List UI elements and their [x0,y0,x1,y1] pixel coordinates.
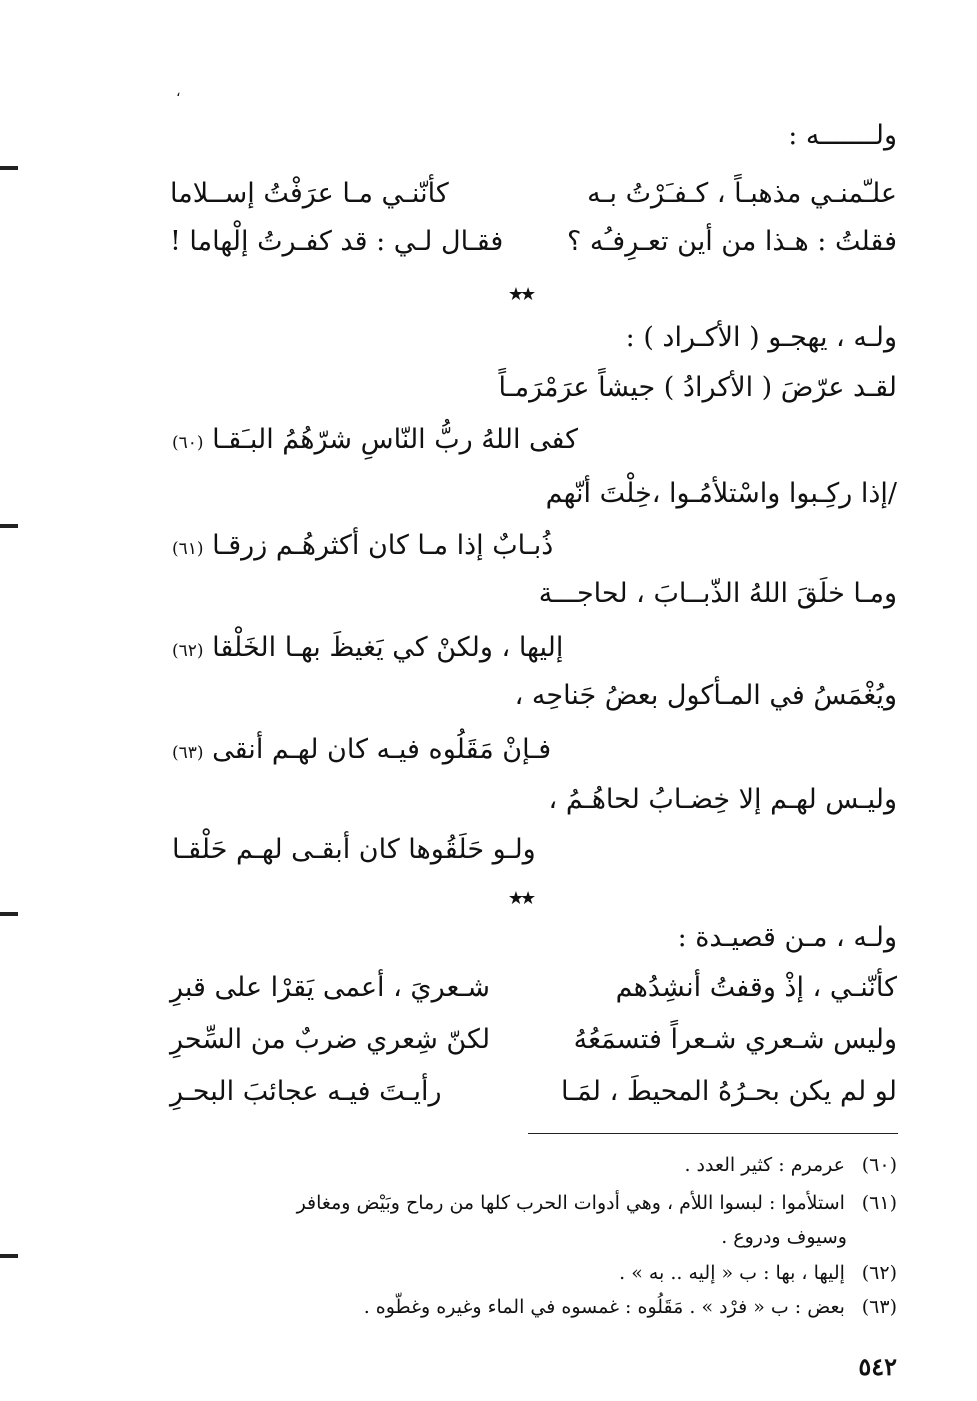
verse-text: إليها ، ولكنْ كي يَغيظَ بهـا الخَلْقا [212,632,564,663]
verse-couplet [170,1024,897,1064]
verse-couplet [170,226,897,266]
footnote-text: استلأموا : لبسوا اللأم ، وهي أدوات الحرب كلها من رماح وبَيْض ومغافر [296,1192,845,1214]
verse-couplet [170,972,897,1012]
verse-line [172,632,563,663]
edge-mark [0,166,18,170]
footnote-text: بعض : ب « فرْد » . مَقَلُوه : غمسوه في الماء وغيره وغطّوه . [363,1296,845,1318]
verse-line: ومـا خلَقَ اللهُ الذّبــابَ ، لحاجـــة [538,578,897,609]
verse-hemistich: فقلتُ : هـذا من أين تعـرِفـُه ؟ [567,226,897,257]
footnote [619,1262,897,1284]
verse-hemistich: لو لم يكن بحـرُهُ المحيطَ ، لمَـا [561,1076,897,1107]
verse-line [172,424,578,455]
top-mark: ، [176,84,181,100]
verse-line: /إذا ركِـبوا واسْتلأمُـوا ،خِلْتَ أنّهم [545,478,897,509]
footnote-mark: (٦١) [172,539,204,559]
verse-hemistich: شـعريَ ، أعمى يَقرْا على قبرِ [170,972,491,1003]
footnote-number: (٦٠) [861,1154,897,1176]
footnote-divider [528,1133,898,1134]
footnote-text: عرمرم : كثير العدد . [684,1154,845,1176]
verse-line [172,734,551,765]
verse-couplet [170,1076,897,1116]
verse-line: لقـد عرّضَ ( الأكرادُ ) جيشاً عرَمْرَمـاً [498,372,897,403]
section-separator: ★★ [507,888,533,909]
footnote [364,1296,897,1318]
edge-mark [0,524,18,528]
section-heading: ولـه ، يهجـو ( الأكـراد ) : [625,322,897,353]
verse-line: ويُغْمَسُ في المـأكول بعضُ جَناحِه ، [514,680,897,711]
verse-hemistich: علـّمنـي مذهبـاً ، كـفـَرْتُ بـه [587,178,897,209]
verse-text: كفى اللهُ ربُّ النّاسِ شرّهُمُ البـَقـا [212,424,579,455]
verse-hemistich: رأيـتَ فيـه عجائبَ البحـرِ [170,1076,442,1107]
verse-line: ولـو حَلَقُوها كان أبقـى لهـم حَلْقـا [172,834,536,865]
footnote-number: (٦٣) [861,1296,897,1318]
footnote-number: (٦١) [861,1192,897,1214]
footnote [297,1192,897,1214]
page-number: ٥٤٢ [858,1352,897,1381]
verse-line [172,530,553,561]
footnote-text: إليها ، بها : ب « إليه .. به » . [619,1262,845,1284]
footnote-continuation: وسيوف ودروع . [721,1226,847,1248]
verse-hemistich: كأنّنـي مـا عرَفْتُ إســلاما [170,178,449,209]
verse-hemistich: فقـال لـي : قد كفـرتُ إلْهاما ! [170,226,504,257]
footnote-mark: (٦٠) [172,433,204,453]
footnote-mark: (٦٢) [172,641,204,661]
footnote-number: (٦٢) [861,1262,897,1284]
verse-hemistich: كأنّنـي ، إذْ وقفتُ أنشِدُهم [615,972,897,1003]
verse-text: فـإنْ مَقَلُوه فيـه كان لهـم أنقى [212,734,552,765]
edge-mark [0,1254,18,1258]
verse-couplet [170,178,897,218]
verse-text: ذُبـابٌ إذا مـا كان أكثرهُـم زرقـا [212,530,554,561]
edge-mark [0,912,18,916]
verse-hemistich: لكنّ شِعري ضربٌ من السِّحرِ [170,1024,491,1055]
section-separator: ★★ [507,284,533,305]
footnote-mark: (٦٣) [172,743,204,763]
section-heading: ولـــــــه : [788,120,897,151]
verse-line: وليـس لهـم إلا خِضـابُ لحاهُـمُ ، [548,784,897,815]
verse-hemistich: وليس شـعري شـعراً فتسمَعُهُ [573,1024,897,1055]
footnote [684,1154,897,1176]
section-heading: ولـه ، مـن قصيـدة : [677,922,897,953]
